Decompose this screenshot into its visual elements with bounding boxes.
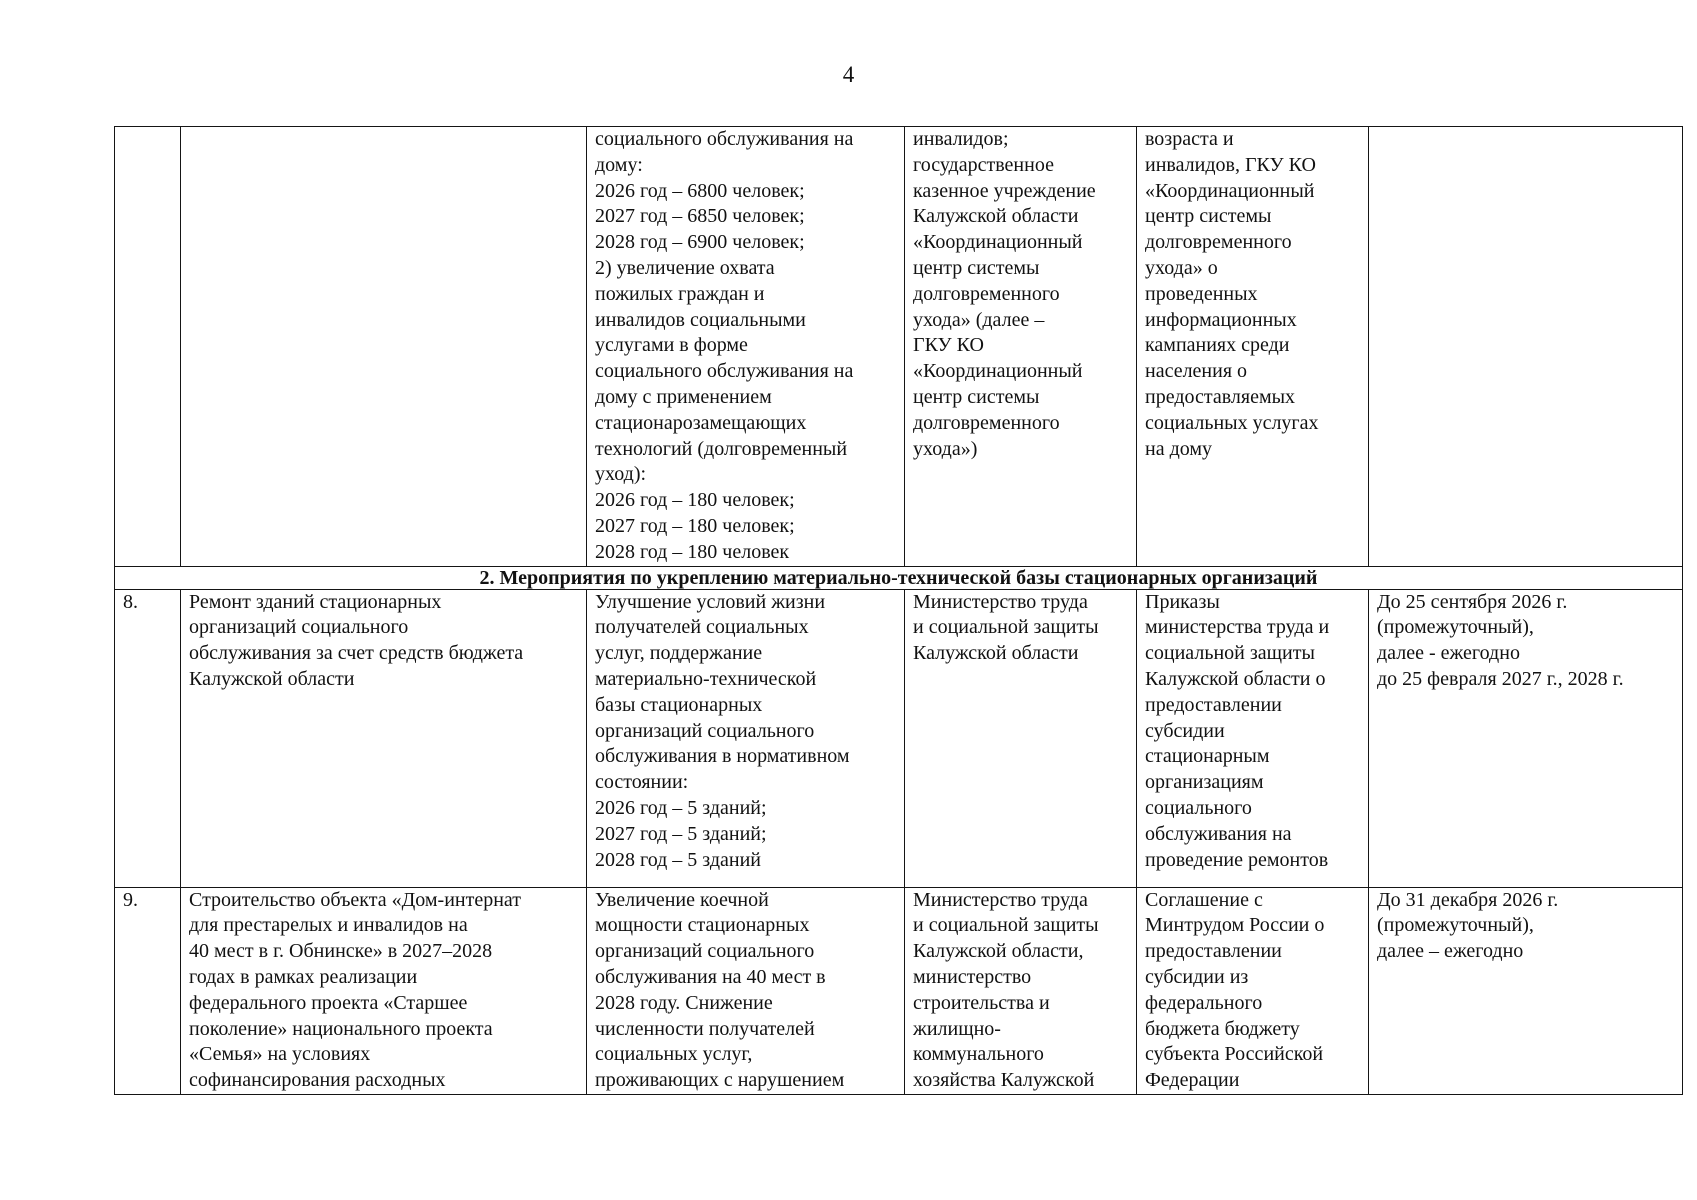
cell-text-line: казенное учреждение (913, 179, 1096, 202)
cell-text-line: обслуживания на 40 мест в (595, 965, 826, 988)
cell-text-line: возраста и (1145, 128, 1234, 150)
cell-text-line: далее – ежегодно (1377, 940, 1524, 963)
cell-text-line: Минтрудом России о (1145, 914, 1325, 937)
cell-text-line: Министерство труда (913, 888, 1088, 911)
cell-text-line: обслуживания в нормативном (595, 745, 850, 768)
cell-text-line: 2026 год – 5 зданий; (595, 796, 767, 819)
table-row-9 (115, 887, 1683, 1094)
cell-text-line: 2028 год – 180 человек (595, 540, 790, 563)
measure-cell (181, 127, 587, 567)
cell-text-line: До 31 декабря 2026 г. (1377, 888, 1559, 911)
cell-text-line: 2027 год – 6850 человек; (595, 205, 805, 228)
cell-text-line: на дому (1145, 437, 1213, 460)
cell-text-line: для престарелых и инвалидов на (189, 914, 468, 937)
row-number-cell: 8. (115, 589, 181, 887)
cell-text-line: дому: (595, 153, 643, 176)
cell-text-line: Министерство труда (913, 590, 1088, 613)
cell-text-line: Соглашение с (1145, 888, 1263, 911)
cell-text-line: социальных услугах (1145, 411, 1319, 434)
cell-text-line: (промежуточный), (1377, 914, 1534, 937)
cell-text-line: социального обслуживания на (595, 360, 854, 383)
cell-text-line: уход): (595, 463, 647, 486)
cell-text-line: «Координационный (913, 360, 1083, 383)
result-cell (587, 887, 905, 1094)
cell-text-line: бюджета бюджету (1145, 1017, 1300, 1040)
cell-text-line: пожилых граждан и (595, 282, 765, 305)
executor-cell (905, 127, 1137, 567)
cell-text-line: получателей социальных (595, 616, 809, 639)
cell-text-line: и социальной защиты (913, 616, 1099, 639)
cell-text-line: численности получателей (595, 1017, 815, 1040)
cell-text-line: услугами в форме (595, 334, 748, 357)
cell-text-line: и социальной защиты (913, 914, 1099, 937)
cell-text-line: Калужской области о (1145, 667, 1326, 690)
cell-text-line: инвалидов; (913, 128, 1009, 150)
measures-table (114, 126, 1683, 1095)
cell-text-line: Приказы (1145, 590, 1220, 613)
cell-text-line: Строительство объекта «Дом-интернат (189, 888, 522, 911)
cell-text-line: информационных (1145, 308, 1297, 331)
cell-text-line: «Семья» на условиях (189, 1043, 371, 1066)
executor-cell (905, 589, 1137, 887)
cell-text-line: предоставлении (1145, 940, 1282, 963)
cell-text-line: Калужской области (913, 205, 1079, 228)
executor-cell (905, 887, 1137, 1094)
cell-text-line: До 25 сентября 2026 г. (1377, 590, 1568, 613)
cell-text-line: центр системы (913, 256, 1040, 279)
cell-text-line: социальной защиты (1145, 642, 1315, 665)
cell-text-line: «Координационный (913, 231, 1083, 254)
cell-text-line: стационарным (1145, 745, 1270, 768)
cell-text-line: хозяйства Калужской (913, 1069, 1095, 1092)
cell-text-line: Калужской области (189, 667, 355, 690)
cell-text-line: кампаниях среди (1145, 334, 1290, 357)
cell-text-line: 2026 год – 180 человек; (595, 489, 795, 512)
section-header-row (115, 566, 1683, 589)
cell-text-line: ухода» (далее – (913, 308, 1045, 331)
cell-text-line: Улучшение условий жизни (595, 590, 826, 613)
cell-text-line: услуг, поддержание (595, 642, 763, 665)
cell-text-line: Ремонт зданий стационарных (189, 590, 442, 613)
cell-text-line: обслуживания на (1145, 822, 1292, 845)
cell-text-line: долговременного (1145, 231, 1292, 254)
row-number-cell (115, 127, 181, 567)
cell-text-line: (промежуточный), (1377, 616, 1534, 639)
table-row-continuation (115, 127, 1683, 567)
cell-text-line: жилищно- (913, 1017, 1001, 1040)
page-number: 4 (842, 62, 855, 87)
cell-text-line: ГКУ КО (913, 334, 984, 357)
cell-text-line: государственное (913, 153, 1054, 176)
cell-text-line: технологий (долговременный (595, 437, 848, 460)
cell-text-line: Федерации (1145, 1069, 1240, 1092)
deadline-cell (1369, 589, 1683, 887)
cell-text-line: федерального (1145, 991, 1263, 1014)
cell-text-line: инвалидов социальными (595, 308, 806, 331)
cell-text-line: материально-технической (595, 667, 817, 690)
cell-text-line: ухода») (913, 437, 978, 460)
cell-text-line: инвалидов, ГКУ КО (1145, 153, 1316, 176)
cell-text-line: организаций социального (595, 719, 815, 742)
cell-text-line: Увеличение коечной (595, 888, 769, 911)
cell-text-line: базы стационарных (595, 693, 763, 716)
cell-text-line: стационарозамещающих (595, 411, 807, 434)
cell-text-line: министерство (913, 965, 1032, 988)
cell-text-line: 2) увеличение охвата (595, 256, 775, 279)
cell-text-line: проведение ремонтов (1145, 848, 1329, 871)
cell-text-line: поколение» национального проекта (189, 1017, 493, 1040)
measure-cell (181, 589, 587, 887)
cell-text-line: субъекта Российской (1145, 1043, 1324, 1066)
cell-text-line: 2027 год – 5 зданий; (595, 822, 767, 845)
result-cell (587, 589, 905, 887)
section-2-title: 2. Мероприятия по укреплению материально-технической базы стационарных организаций (115, 566, 1683, 589)
cell-text-line: «Координационный (1145, 179, 1315, 202)
table-row-8 (115, 589, 1683, 887)
cell-text-line: мощности стационарных (595, 914, 810, 937)
cell-text-line: центр системы (1145, 205, 1272, 228)
cell-text-line: 2028 год – 5 зданий (595, 848, 762, 871)
cell-text-line: центр системы (913, 385, 1040, 408)
cell-text-line: коммунального (913, 1043, 1044, 1066)
cell-text-line: федерального проекта «Старшее (189, 991, 468, 1014)
cell-text-line: министерства труда и (1145, 616, 1330, 639)
cell-text-line: предоставляемых (1145, 385, 1296, 408)
result-cell (587, 127, 905, 567)
document-cell (1137, 589, 1369, 887)
cell-text-line: проживающих с нарушением (595, 1069, 845, 1092)
cell-text-line: субсидии (1145, 719, 1225, 742)
deadline-cell (1369, 887, 1683, 1094)
cell-text-line: 2026 год – 6800 человек; (595, 179, 805, 202)
cell-text-line: состоянии: (595, 771, 689, 794)
cell-text-line: 40 мест в г. Обнинске» в 2027–2028 (189, 940, 493, 963)
cell-text-line: далее - ежегодно (1377, 642, 1520, 665)
cell-text-line: Калужской области (913, 642, 1079, 665)
cell-text-line: субсидии из (1145, 965, 1249, 988)
cell-text-line: годах в рамках реализации (189, 965, 418, 988)
cell-text-line: населения о (1145, 360, 1248, 383)
row-number-cell: 9. (115, 887, 181, 1094)
cell-text-line: 2028 году. Снижение (595, 991, 773, 1014)
cell-text-line: ухода» о (1145, 256, 1218, 279)
cell-text-line: обслуживания за счет средств бюджета (189, 642, 524, 665)
measure-cell (181, 887, 587, 1094)
cell-text-line: до 25 февраля 2027 г., 2028 г. (1377, 667, 1624, 690)
cell-text-line: 2028 год – 6900 человек; (595, 231, 805, 254)
cell-text-line: долговременного (913, 282, 1060, 305)
cell-text-line: социальных услуг, (595, 1043, 753, 1066)
document-cell (1137, 887, 1369, 1094)
cell-text-line: организаций социального (189, 616, 409, 639)
cell-text-line: организаций социального (595, 940, 815, 963)
cell-text-line: социального (1145, 796, 1252, 819)
cell-text-line: дому с применением (595, 385, 772, 408)
cell-text-line: организациям (1145, 771, 1264, 794)
cell-text-line: долговременного (913, 411, 1060, 434)
cell-text-line: проведенных (1145, 282, 1258, 305)
cell-text-line: социального обслуживания на (595, 128, 854, 150)
cell-text-line: строительства и (913, 991, 1050, 1014)
deadline-cell (1369, 127, 1683, 567)
cell-text-line: 2027 год – 180 человек; (595, 514, 795, 537)
document-cell (1137, 127, 1369, 567)
cell-text-line: Калужской области, (913, 940, 1084, 963)
cell-text-line: софинансирования расходных (189, 1069, 446, 1092)
cell-text-line: предоставлении (1145, 693, 1282, 716)
